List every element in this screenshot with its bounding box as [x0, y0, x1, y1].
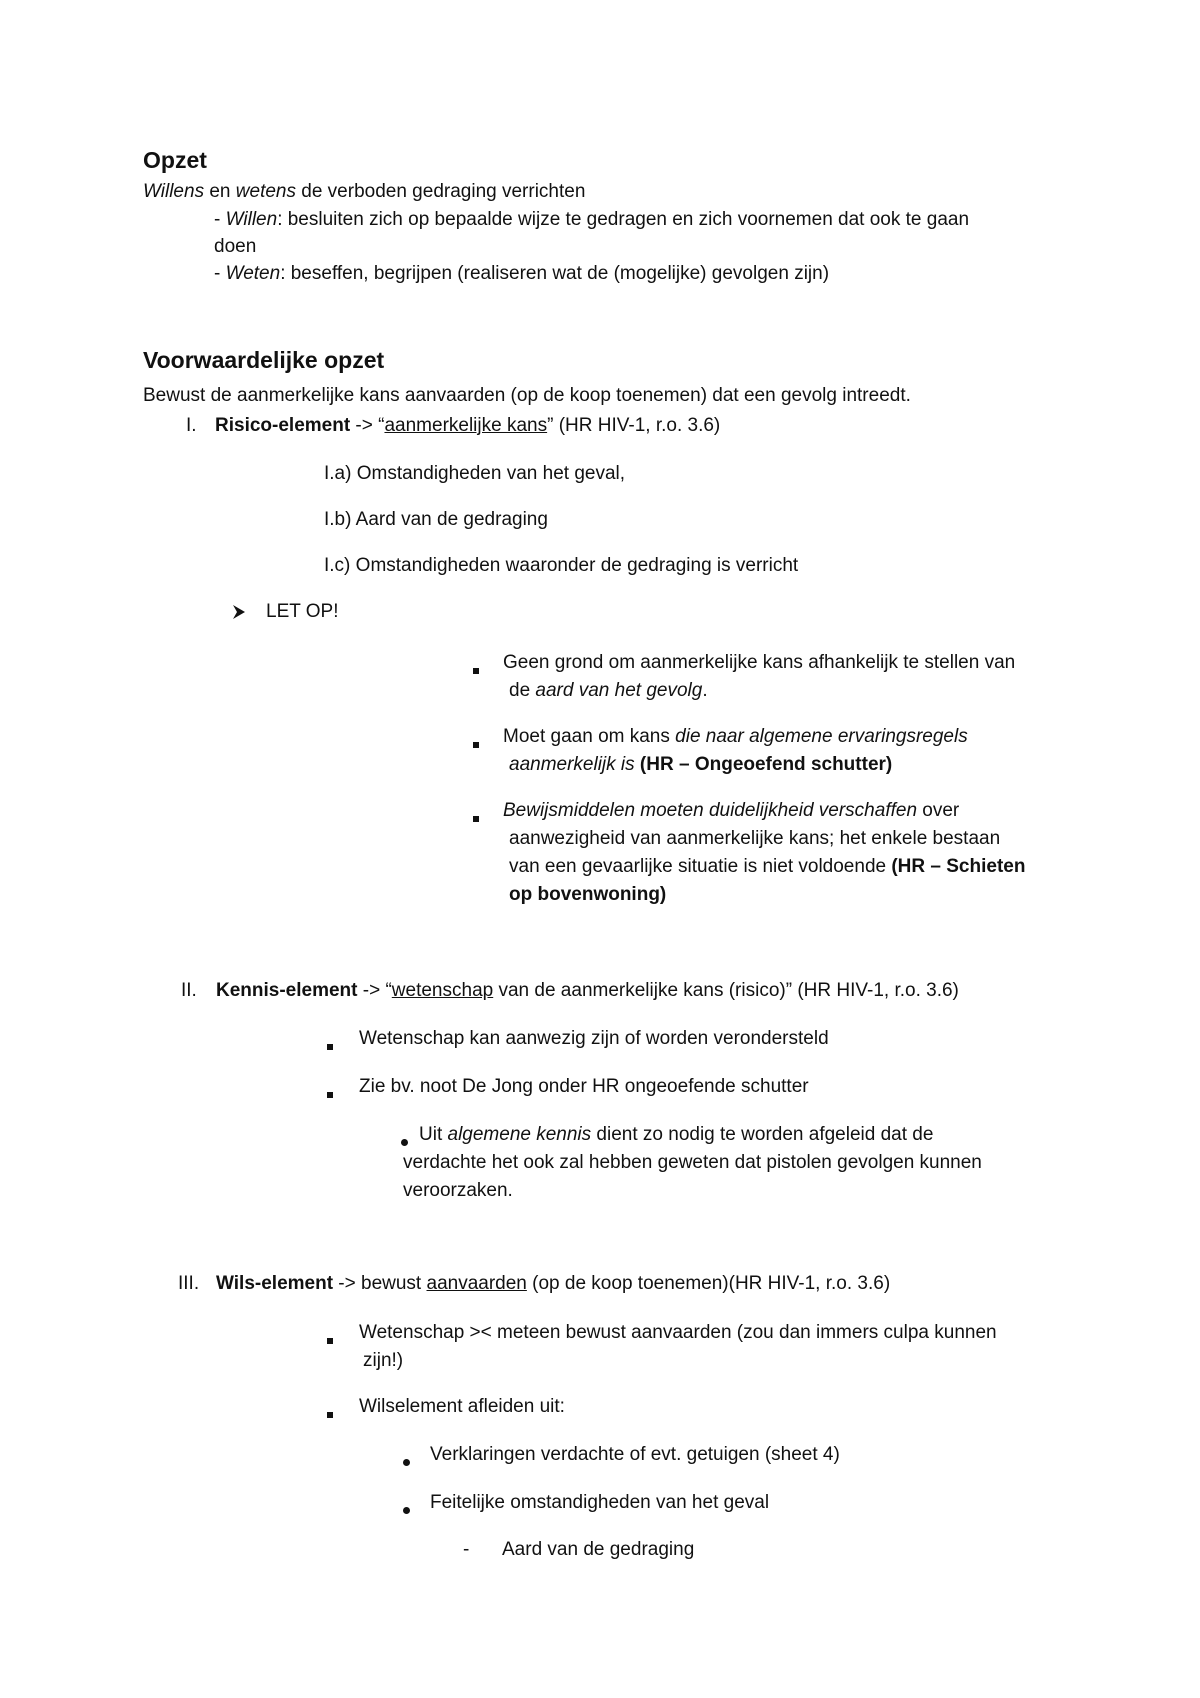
let-op-bullet-1-line-1: Geen grond om aanmerkelijke kans afhankelijk te stellen van	[503, 652, 1016, 673]
opzet-intro	[143, 180, 585, 204]
round-bullet-icon	[403, 1499, 410, 1523]
wils-dash-item: Aard van de gedraging	[502, 1539, 695, 1560]
let-op-label: LET OP!	[266, 601, 339, 622]
text-bold: (HR – Schieten	[891, 856, 1026, 877]
text-wetens: wetens	[235, 181, 296, 202]
risico-underlined: aanmerkelijke kans	[384, 415, 548, 436]
text-italic: Bewijsmiddelen moeten duidelijkheid verschaffen	[503, 800, 918, 821]
square-bullet-icon	[327, 1083, 333, 1107]
square-bullet-icon	[473, 733, 479, 757]
dash-bullet: -	[463, 1539, 470, 1560]
arrow-text: -> “	[357, 980, 392, 1001]
text-intro-rest: de verboden gedraging verrichten	[295, 181, 586, 202]
arrow-text: -> bewust	[333, 1273, 427, 1294]
text-italic: die naar algemene ervaringsregels	[675, 726, 968, 747]
kennis-underlined: wetenschap	[391, 980, 494, 1001]
text: Uit	[419, 1124, 448, 1145]
text: de	[509, 680, 536, 701]
arrowhead-bullet-icon	[232, 603, 246, 627]
let-op-bullet-3-line-2: aanwezigheid van aanmerkelijke kans; het enkele bestaan	[509, 828, 1001, 849]
text-bold: (HR – Ongeoefend schutter)	[634, 754, 893, 775]
kennis-sub-line-2: verdachte het ook zal hebben geweten dat pistolen gevolgen kunnen	[403, 1152, 982, 1173]
let-op-bullet-3-line-1	[503, 799, 959, 823]
text: dient zo nodig te worden afgeleid dat de	[591, 1124, 934, 1145]
square-bullet-icon	[327, 1035, 333, 1059]
dash: -	[214, 209, 226, 230]
weten-definition: : beseffen, begrijpen (realiseren wat de (mogelijke) gevolgen zijn)	[280, 263, 830, 284]
let-op-bullet-2-line-1	[503, 725, 968, 749]
wils-citation: (op de koop toenemen)(HR HIV-1, r.o. 3.6)	[526, 1273, 891, 1294]
willen-line-1	[214, 208, 969, 232]
wils-bullet-1-line-1: Wetenschap >< meteen bewust aanvaarden (zou dan immers culpa kunnen	[359, 1322, 997, 1343]
text: over	[917, 800, 960, 821]
text-italic: algemene kennis	[447, 1124, 592, 1145]
kennis-sub-line-3: veroorzaken.	[403, 1180, 513, 1201]
dash: -	[214, 263, 226, 284]
kennis-title: Kennis-element	[216, 980, 358, 1001]
willen-line-2: doen	[214, 236, 257, 257]
let-op-bullet-3-line-4: op bovenwoning)	[509, 884, 667, 905]
risico-heading	[215, 414, 720, 438]
kennis-sub-line-1	[419, 1123, 933, 1147]
square-bullet-icon	[327, 1403, 333, 1427]
numeral-ii: II.	[181, 980, 197, 1001]
wils-sub-1: Verklaringen verdachte of evt. getuigen (sheet 4)	[430, 1444, 840, 1465]
kennis-citation: van de aanmerkelijke kans (risico)” (HR HIV-1, r.o. 3.6)	[493, 980, 959, 1001]
square-bullet-icon	[473, 807, 479, 831]
text: van een gevaarlijke situatie is niet voldoende	[509, 856, 892, 877]
wils-sub-2: Feitelijke omstandigheden van het geval	[430, 1492, 770, 1513]
text: .	[702, 680, 708, 701]
wils-bullet-2: Wilselement afleiden uit:	[359, 1396, 565, 1417]
square-bullet-icon	[473, 659, 479, 683]
wils-title: Wils-element	[216, 1273, 334, 1294]
heading-opzet: Opzet	[143, 147, 207, 173]
text: Moet gaan om kans	[503, 726, 676, 747]
risico-sub-a: I.a) Omstandigheden van het geval,	[324, 463, 626, 484]
text-en: en	[204, 181, 236, 202]
weten-line	[214, 262, 829, 286]
round-bullet-icon	[403, 1451, 410, 1475]
numeral-iii: III.	[178, 1273, 200, 1294]
wils-heading	[216, 1272, 890, 1296]
kennis-bullet-1: Wetenschap kan aanwezig zijn of worden verondersteld	[359, 1028, 829, 1049]
text-italic: aanmerkelijk is	[509, 754, 635, 775]
text-willens: Willens	[143, 181, 205, 202]
kennis-heading	[216, 979, 959, 1003]
let-op-bullet-1-line-2	[509, 679, 708, 703]
risico-citation: ” (HR HIV-1, r.o. 3.6)	[547, 415, 721, 436]
heading-voorwaardelijke-opzet: Voorwaardelijke opzet	[143, 347, 385, 373]
let-op-bullet-2-line-2	[509, 753, 892, 777]
numeral-i: I.	[186, 415, 197, 436]
square-bullet-icon	[327, 1329, 333, 1353]
wils-underlined: aanvaarden	[426, 1273, 527, 1294]
term-willen: Willen	[225, 209, 278, 230]
wils-bullet-1-line-2: zijn!)	[363, 1350, 404, 1371]
willen-definition: : besluiten zich op bepaalde wijze te gedragen en zich voornemen dat ook te gaan	[277, 209, 970, 230]
risico-sub-c: I.c) Omstandigheden waaronder de gedraging is verricht	[324, 555, 799, 576]
voorwaardelijk-intro: Bewust de aanmerkelijke kans aanvaarden (op de koop toenemen) dat een gevolg intreedt.	[143, 385, 911, 406]
risico-title: Risico-element	[215, 415, 351, 436]
kennis-bullet-2: Zie bv. noot De Jong onder HR ongeoefende schutter	[359, 1076, 809, 1097]
term-weten: Weten	[225, 263, 281, 284]
let-op-bullet-3-line-3	[509, 855, 1025, 879]
arrow-text: -> “	[350, 415, 385, 436]
risico-sub-b: I.b) Aard van de gedraging	[324, 509, 548, 530]
text-italic: aard van het gevolg	[535, 680, 703, 701]
